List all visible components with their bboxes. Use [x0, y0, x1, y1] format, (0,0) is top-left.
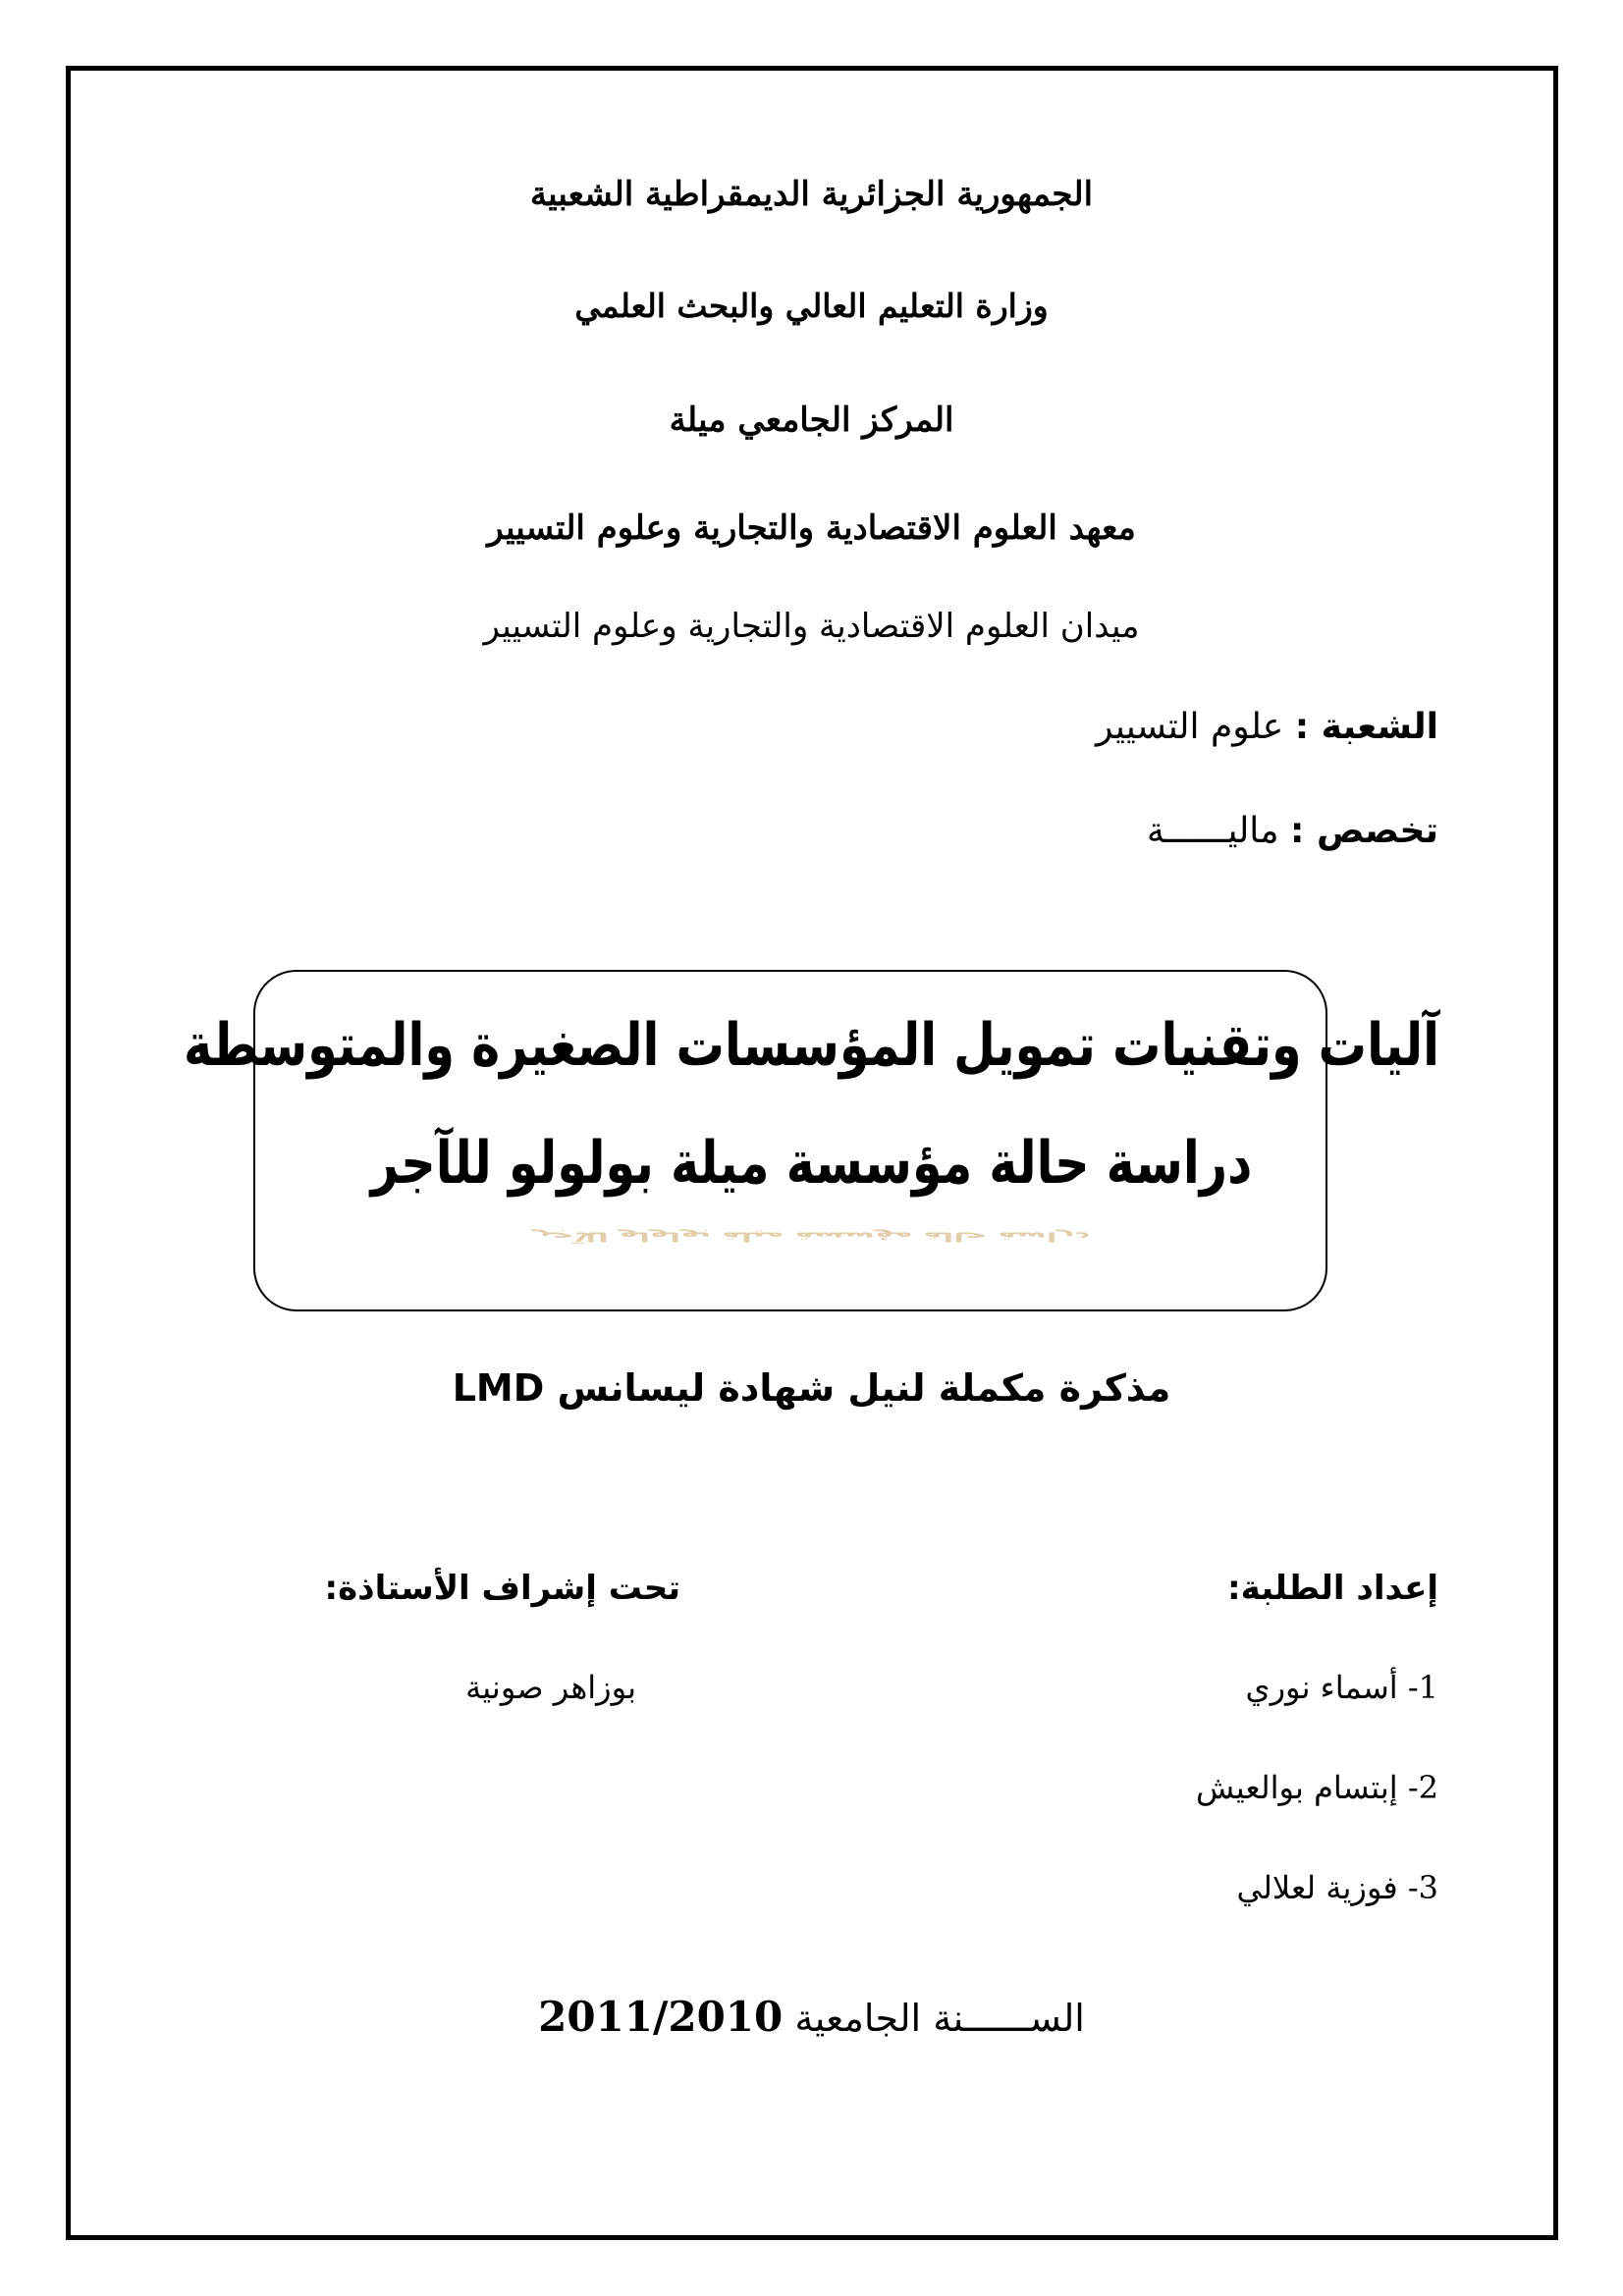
student-name-1: 1- أسماء نوري	[1245, 1669, 1438, 1706]
university-center-heading: المركز الجامعي ميلة	[669, 400, 954, 440]
institute-heading: معهد العلوم الاقتصادية والتجارية وعلوم التسيير	[487, 508, 1136, 548]
degree-statement: مذكرة مكملة لنيل شهادة ليسانس LMD	[452, 1366, 1171, 1410]
student-name-2: 2- إبتسام بوالعيش	[1195, 1769, 1438, 1806]
ministry-heading: وزارة التعليم العالي والبحث العلمي	[574, 287, 1049, 325]
thesis-title-line-2: دراسة حالة مؤسسة ميلة بولولو للآجر	[370, 1129, 1253, 1198]
branch-value: علوم التسيير	[1095, 707, 1284, 747]
domain-line: ميدان العلوم الاقتصادية والتجارية وعلوم التسيير	[483, 607, 1140, 646]
academic-year-line	[0, 1993, 1623, 2041]
supervisor-label: تحت إشراف الأستاذة:	[324, 1569, 680, 1608]
thesis-title-line-1: آليات وتقنيات تمويل المؤسسات الصغيرة والمتوسطة	[183, 1011, 1440, 1080]
specialty-line	[1147, 811, 1438, 851]
academic-year-label: الســــــنة الجامعية	[794, 1997, 1085, 2040]
specialty-label: تخصص :	[1290, 811, 1438, 851]
thesis-title-reflection: دراسة حالة مؤسسة ميلة بولولو للآجر	[532, 1229, 1091, 1245]
supervisor-name: بوزاهر صونية	[465, 1669, 636, 1706]
branch-label: الشعبة :	[1294, 707, 1438, 747]
specialty-value: ماليــــــة	[1146, 811, 1279, 851]
academic-year-value: 2011/2010	[538, 1993, 784, 2041]
students-label: إعداد الطلبة:	[1227, 1569, 1438, 1608]
republic-heading: الجمهورية الجزائرية الديمقراطية الشعبية	[529, 175, 1094, 214]
branch-line	[1096, 707, 1438, 747]
student-name-3: 3- فوزية لعلالي	[1236, 1869, 1438, 1906]
